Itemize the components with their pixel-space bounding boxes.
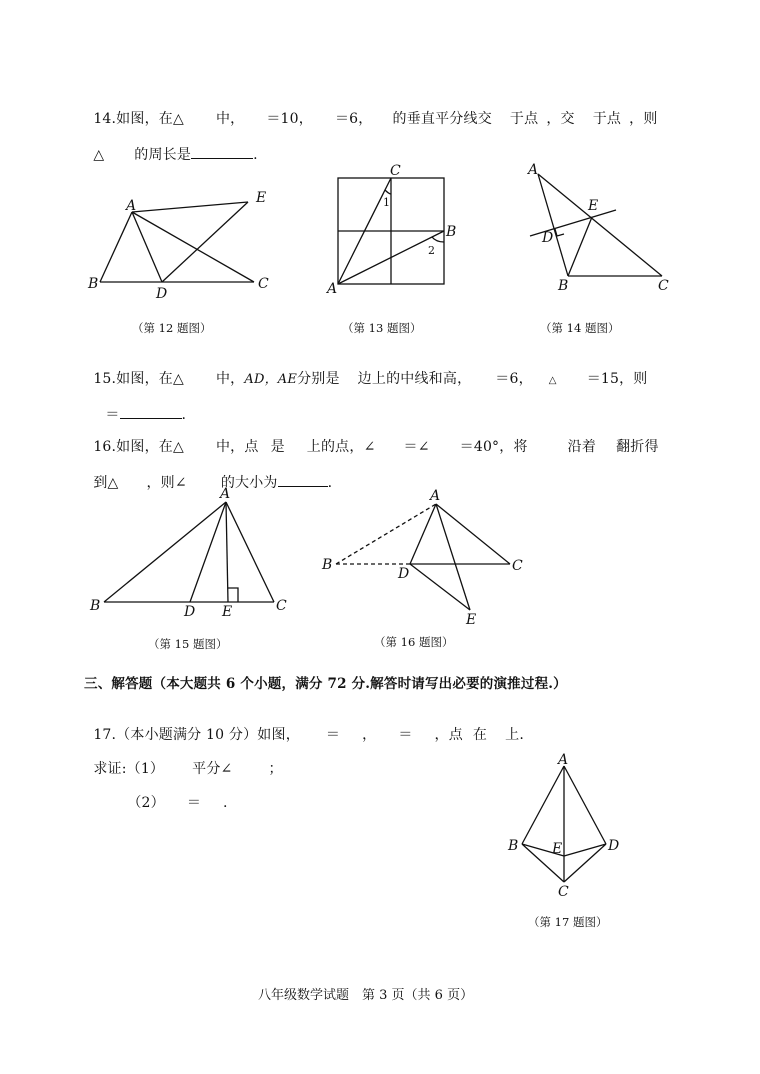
- fig14-label-b: B: [558, 278, 569, 294]
- q14-line-2: [84, 128, 258, 164]
- q16-text-part: 的大小为: [220, 475, 278, 491]
- fig16-label-e: E: [466, 612, 477, 628]
- page-footer: 八年级数学试题 第 3 页（共 6 页）: [258, 988, 474, 1003]
- answer-blank: [191, 146, 253, 159]
- q17-line-1: [84, 708, 524, 744]
- q17-text-part: .: [223, 795, 228, 811]
- q16-period: .: [327, 475, 333, 491]
- q16-text-part: 上的点，∠: [306, 439, 376, 455]
- q15-text-part: ＝6，: [495, 371, 533, 387]
- figure-14: [524, 158, 684, 298]
- figure-17: [504, 752, 634, 902]
- q17-text-part: 平分∠: [192, 761, 233, 777]
- fig13-label-c: C: [390, 163, 401, 179]
- q15-text-part: 分别是: [297, 371, 340, 387]
- q16-text-part: 到△: [93, 475, 119, 491]
- q17-text-part: ，点: [434, 727, 463, 743]
- figure-13: [326, 163, 457, 297]
- fig15-label-d: D: [184, 604, 196, 620]
- q14-line-1: [84, 92, 658, 128]
- q15-text-part: ＝15，则: [586, 371, 648, 387]
- q15-text-part: △: [548, 375, 557, 386]
- q15-text-part: 15.如图，在△: [93, 371, 184, 387]
- q17-text-part: ，: [362, 727, 377, 743]
- q15-text-part: AD，AE: [244, 372, 298, 387]
- q15-text-part: 边上的中线和高，: [357, 371, 472, 387]
- fig17-label-e: E: [552, 841, 563, 857]
- q16-text-part: ＝40°，将: [459, 439, 528, 455]
- q16-text-part: 16.如图，在△: [93, 439, 184, 455]
- q16-line-1: [84, 420, 659, 456]
- q16-text-part: 翻折得: [616, 439, 659, 455]
- q15-line-2: [96, 388, 186, 424]
- q14-text-part: 中，: [215, 111, 245, 127]
- q15-line-1: [84, 352, 648, 388]
- fig16-label-d: D: [398, 566, 410, 582]
- q16-text-part: 是: [270, 439, 285, 455]
- q17-text-part: 17.（本小题满分 10 分）如图，: [93, 727, 300, 743]
- fig16-label-a: A: [430, 488, 441, 504]
- fig17-label-d: D: [608, 838, 620, 854]
- fig14-label-d: D: [542, 230, 554, 246]
- q14-period: .: [253, 147, 258, 163]
- fig17-label-c: C: [558, 884, 569, 900]
- fig14-label-a: A: [528, 162, 539, 178]
- fig16-label-b: B: [322, 557, 333, 573]
- fig16-caption: （第 16 题图）: [374, 635, 454, 649]
- q17-text-part: ＝: [186, 795, 202, 811]
- fig12-label-c: C: [258, 276, 269, 292]
- fig17-label-a: A: [558, 752, 569, 768]
- q17-text-part: ＝: [325, 727, 341, 743]
- q17-proof-2: [118, 776, 228, 812]
- section-3-heading: 三、解答题（本大题共 6 个小题，满分 72 分.解答时请写出必要的演推过程.）: [84, 676, 567, 692]
- q14-text-part: 的垂直平分线交: [392, 111, 492, 127]
- q14-text-part: ，交: [546, 111, 575, 127]
- fig13-caption: （第 13 题图）: [342, 321, 422, 335]
- q17-text-part: 在: [472, 727, 488, 743]
- q15-equals: ＝: [105, 407, 120, 423]
- fig12-label-b: B: [88, 276, 99, 292]
- figure-12: [86, 186, 286, 306]
- fig13-label-a: A: [327, 281, 338, 297]
- fig12-label-a: A: [126, 198, 137, 214]
- fig12-label-d: D: [156, 286, 168, 302]
- answer-blank: [120, 406, 182, 419]
- q14-text-part: 于点: [592, 111, 622, 127]
- q14-text-part: ，则: [629, 111, 658, 127]
- fig14-label-c: C: [658, 278, 669, 294]
- q16-text-part: 沿着: [567, 439, 597, 455]
- q14-triangle-symbol: △: [93, 147, 105, 163]
- q15-text-part: 中，: [215, 371, 245, 387]
- q17-text-part: 上.: [505, 727, 524, 743]
- figure-15: [86, 486, 296, 626]
- q16-text-part: 中，点: [215, 439, 259, 455]
- fig15-label-e: E: [222, 604, 233, 620]
- q14-text-part: ＝6，: [334, 111, 373, 127]
- fig15-label-b: B: [90, 598, 101, 614]
- q15-period: .: [181, 407, 187, 423]
- fig15-label-c: C: [276, 598, 287, 614]
- fig14-label-e: E: [588, 198, 599, 214]
- fig12-label-e: E: [256, 190, 267, 206]
- q14-text-part: 14.如图，在△: [93, 111, 184, 127]
- q14-text-part: 于点: [509, 111, 539, 127]
- q14-text-part: ＝10，: [266, 111, 313, 127]
- q17-proof-label: 求证:（1）: [93, 761, 165, 777]
- fig14-caption: （第 14 题图）: [540, 321, 620, 335]
- q14-question-text: 的周长是: [134, 147, 192, 163]
- fig13-angle-2: 2: [428, 244, 435, 257]
- q16-text-part: ＝∠: [403, 439, 430, 455]
- q17-proof-1: [84, 742, 283, 778]
- fig17-caption: （第 17 题图）: [528, 915, 608, 929]
- fig17-label-b: B: [508, 838, 519, 854]
- fig12-caption: （第 12 题图）: [132, 321, 212, 335]
- q17-item2-label: （2）: [127, 795, 165, 811]
- figure-16: [320, 486, 530, 626]
- fig13-label-b: B: [446, 224, 457, 240]
- fig16-label-c: C: [512, 558, 523, 574]
- fig15-caption: （第 15 题图）: [148, 637, 228, 651]
- fig15-label-a: A: [220, 486, 231, 502]
- q17-text-part: ；: [268, 761, 283, 777]
- q16-text-part: ，则∠: [146, 475, 187, 491]
- fig13-angle-1: 1: [383, 196, 390, 209]
- q17-text-part: ＝: [398, 727, 413, 743]
